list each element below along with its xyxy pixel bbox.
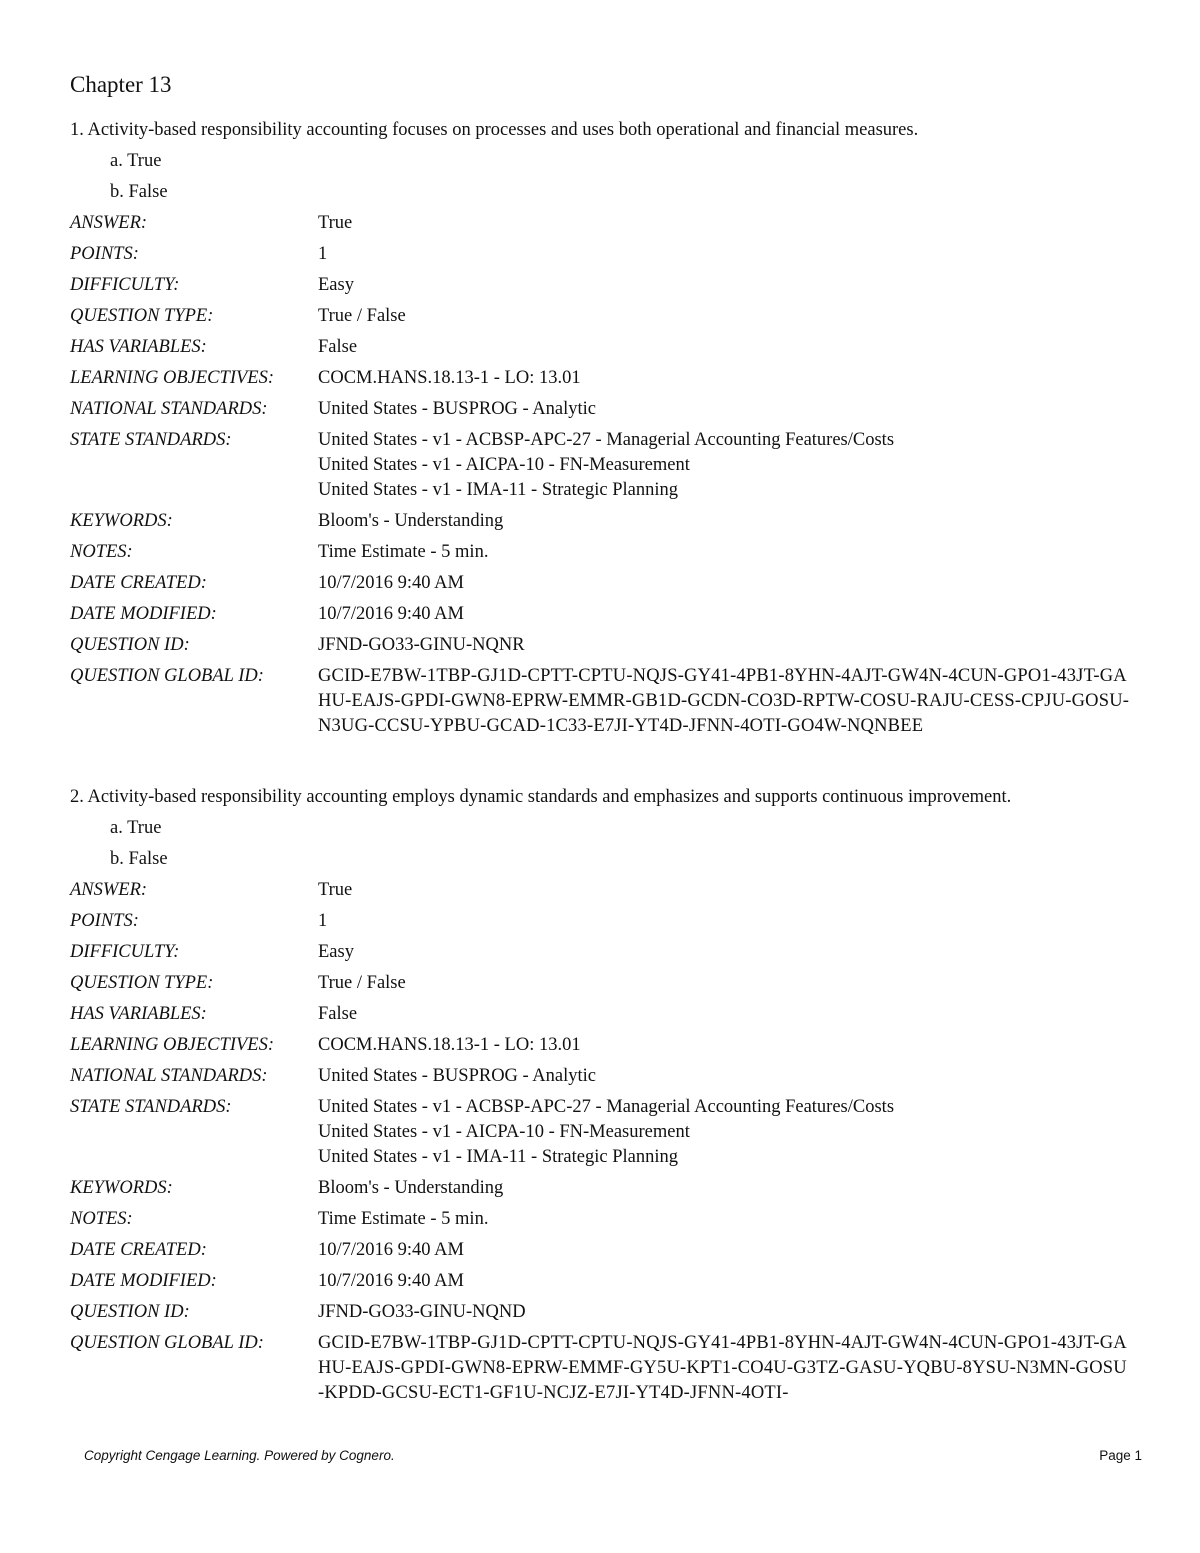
- keywords-value: Bloom's - Understanding: [318, 1178, 504, 1198]
- question-id-value: JFND-GO33-GINU-NQND: [318, 1302, 526, 1322]
- national-standards-value: United States - BUSPROG - Analytic: [318, 1066, 597, 1086]
- learning-objectives-label: LEARNING OBJECTIVES:: [70, 1035, 274, 1055]
- notes-value: Time Estimate - 5 min.: [318, 1209, 489, 1229]
- difficulty-value: Easy: [318, 275, 354, 295]
- notes-value: Time Estimate - 5 min.: [318, 542, 489, 562]
- points-label: POINTS:: [70, 911, 139, 931]
- answer-value: True: [318, 213, 353, 233]
- answer-choices: [70, 813, 1130, 875]
- notes-label: NOTES:: [70, 1209, 133, 1229]
- question-id-label: QUESTION ID:: [70, 1302, 190, 1322]
- has-variables-value: False: [318, 1004, 358, 1024]
- state-standard-line: United States - v1 - IMA-11 - Strategic Planning: [318, 480, 679, 500]
- question-block: [70, 118, 1130, 739]
- keywords-label: KEYWORDS:: [70, 511, 173, 531]
- state-standard-line: United States - v1 - ACBSP-APC-27 - Managerial Accounting Features/Costs: [318, 1097, 895, 1117]
- question-global-id-label: QUESTION GLOBAL ID:: [70, 1333, 264, 1353]
- question-global-id-value: GCID-E7BW-1TBP-GJ1D-CPTT-CPTU-NQJS-GY41-4PB1-8YHN-4AJT-GW4N-4CUN-GPO1-43JT-GAHU-EAJS-GPDI-GWN8-EPRW-EMMF-GY5U-KPT1-CO4U-G3TZ-GASU-YQBU-8YSU-N3MN-GOSU-KPDD-GCSU-ECT1-GF1U-NCJZ-E7JI-YT4D-JFNN-4OTI-: [318, 1333, 1127, 1403]
- answer-label: ANSWER:: [70, 880, 148, 900]
- answer-choices: [70, 146, 1130, 208]
- difficulty-label: DIFFICULTY:: [70, 942, 180, 962]
- date-modified-label: DATE MODIFIED:: [70, 604, 217, 624]
- answer-label: ANSWER:: [70, 213, 148, 233]
- choice-a: a. True: [110, 818, 162, 838]
- date-created-label: DATE CREATED:: [70, 1240, 207, 1260]
- keywords-label: KEYWORDS:: [70, 1178, 173, 1198]
- chapter-title: Chapter 13: [70, 72, 172, 97]
- state-standard-line: United States - v1 - IMA-11 - Strategic Planning: [318, 1147, 679, 1167]
- question-block: [70, 785, 1130, 1406]
- question-type-value: True / False: [318, 306, 406, 326]
- date-modified-value: 10/7/2016 9:40 AM: [318, 1271, 464, 1291]
- national-standards-label: NATIONAL STANDARDS:: [70, 399, 268, 419]
- keywords-value: Bloom's - Understanding: [318, 511, 504, 531]
- date-created-value: 10/7/2016 9:40 AM: [318, 1240, 464, 1260]
- copyright-text: Copyright Cengage Learning. Powered by Cognero.: [84, 1448, 395, 1463]
- question-text: 2. Activity-based responsibility accounting employs dynamic standards and emphasizes and supports continuous improvement.: [70, 787, 1012, 807]
- question-id-value: JFND-GO33-GINU-NQNR: [318, 635, 525, 655]
- state-standards-label: STATE STANDARDS:: [70, 1097, 232, 1117]
- difficulty-label: DIFFICULTY:: [70, 275, 180, 295]
- state-standards-value: [318, 1092, 1130, 1173]
- question-global-id-value: GCID-E7BW-1TBP-GJ1D-CPTT-CPTU-NQJS-GY41-4PB1-8YHN-4AJT-GW4N-4CUN-GPO1-43JT-GAHU-EAJS-GPDI-GWN8-EPRW-EMMR-GB1D-GCDN-CO3D-RPTW-COSU-RAJU-CESS-CPJU-GOSU-N3UG-CCSU-YPBU-GCAD-1C33-E7JI-YT4D-JFNN-4OTI-GO4W-NQNBEE: [318, 666, 1130, 736]
- national-standards-value: United States - BUSPROG - Analytic: [318, 399, 597, 419]
- state-standards-label: STATE STANDARDS:: [70, 430, 232, 450]
- choice-b: b. False: [110, 849, 168, 869]
- page-number: Page 1: [1099, 1448, 1142, 1463]
- question-global-id-label: QUESTION GLOBAL ID:: [70, 666, 264, 686]
- state-standard-line: United States - v1 - ACBSP-APC-27 - Managerial Accounting Features/Costs: [318, 430, 895, 450]
- date-created-label: DATE CREATED:: [70, 573, 207, 593]
- question-type-value: True / False: [318, 973, 406, 993]
- has-variables-value: False: [318, 337, 358, 357]
- state-standards-value: [318, 425, 1130, 506]
- state-standard-line: United States - v1 - AICPA-10 - FN-Measurement: [318, 455, 690, 475]
- state-standard-line: United States - v1 - AICPA-10 - FN-Measurement: [318, 1122, 690, 1142]
- question-id-label: QUESTION ID:: [70, 635, 190, 655]
- notes-label: NOTES:: [70, 542, 133, 562]
- points-value: 1: [318, 911, 328, 931]
- question-metadata: [70, 875, 1130, 1406]
- has-variables-label: HAS VARIABLES:: [70, 337, 207, 357]
- learning-objectives-value: COCM.HANS.18.13-1 - LO: 13.01: [318, 1035, 581, 1055]
- date-modified-value: 10/7/2016 9:40 AM: [318, 604, 464, 624]
- question-type-label: QUESTION TYPE:: [70, 306, 214, 326]
- question-type-label: QUESTION TYPE:: [70, 973, 214, 993]
- question-text: 1. Activity-based responsibility accounting focuses on processes and uses both operational and financial measures.: [70, 120, 919, 140]
- points-value: 1: [318, 244, 328, 264]
- answer-value: True: [318, 880, 353, 900]
- learning-objectives-label: LEARNING OBJECTIVES:: [70, 368, 274, 388]
- learning-objectives-value: COCM.HANS.18.13-1 - LO: 13.01: [318, 368, 581, 388]
- choice-a: a. True: [110, 151, 162, 171]
- choice-b: b. False: [110, 182, 168, 202]
- difficulty-value: Easy: [318, 942, 354, 962]
- national-standards-label: NATIONAL STANDARDS:: [70, 1066, 268, 1086]
- has-variables-label: HAS VARIABLES:: [70, 1004, 207, 1024]
- date-modified-label: DATE MODIFIED:: [70, 1271, 217, 1291]
- question-metadata: [70, 208, 1130, 739]
- date-created-value: 10/7/2016 9:40 AM: [318, 573, 464, 593]
- points-label: POINTS:: [70, 244, 139, 264]
